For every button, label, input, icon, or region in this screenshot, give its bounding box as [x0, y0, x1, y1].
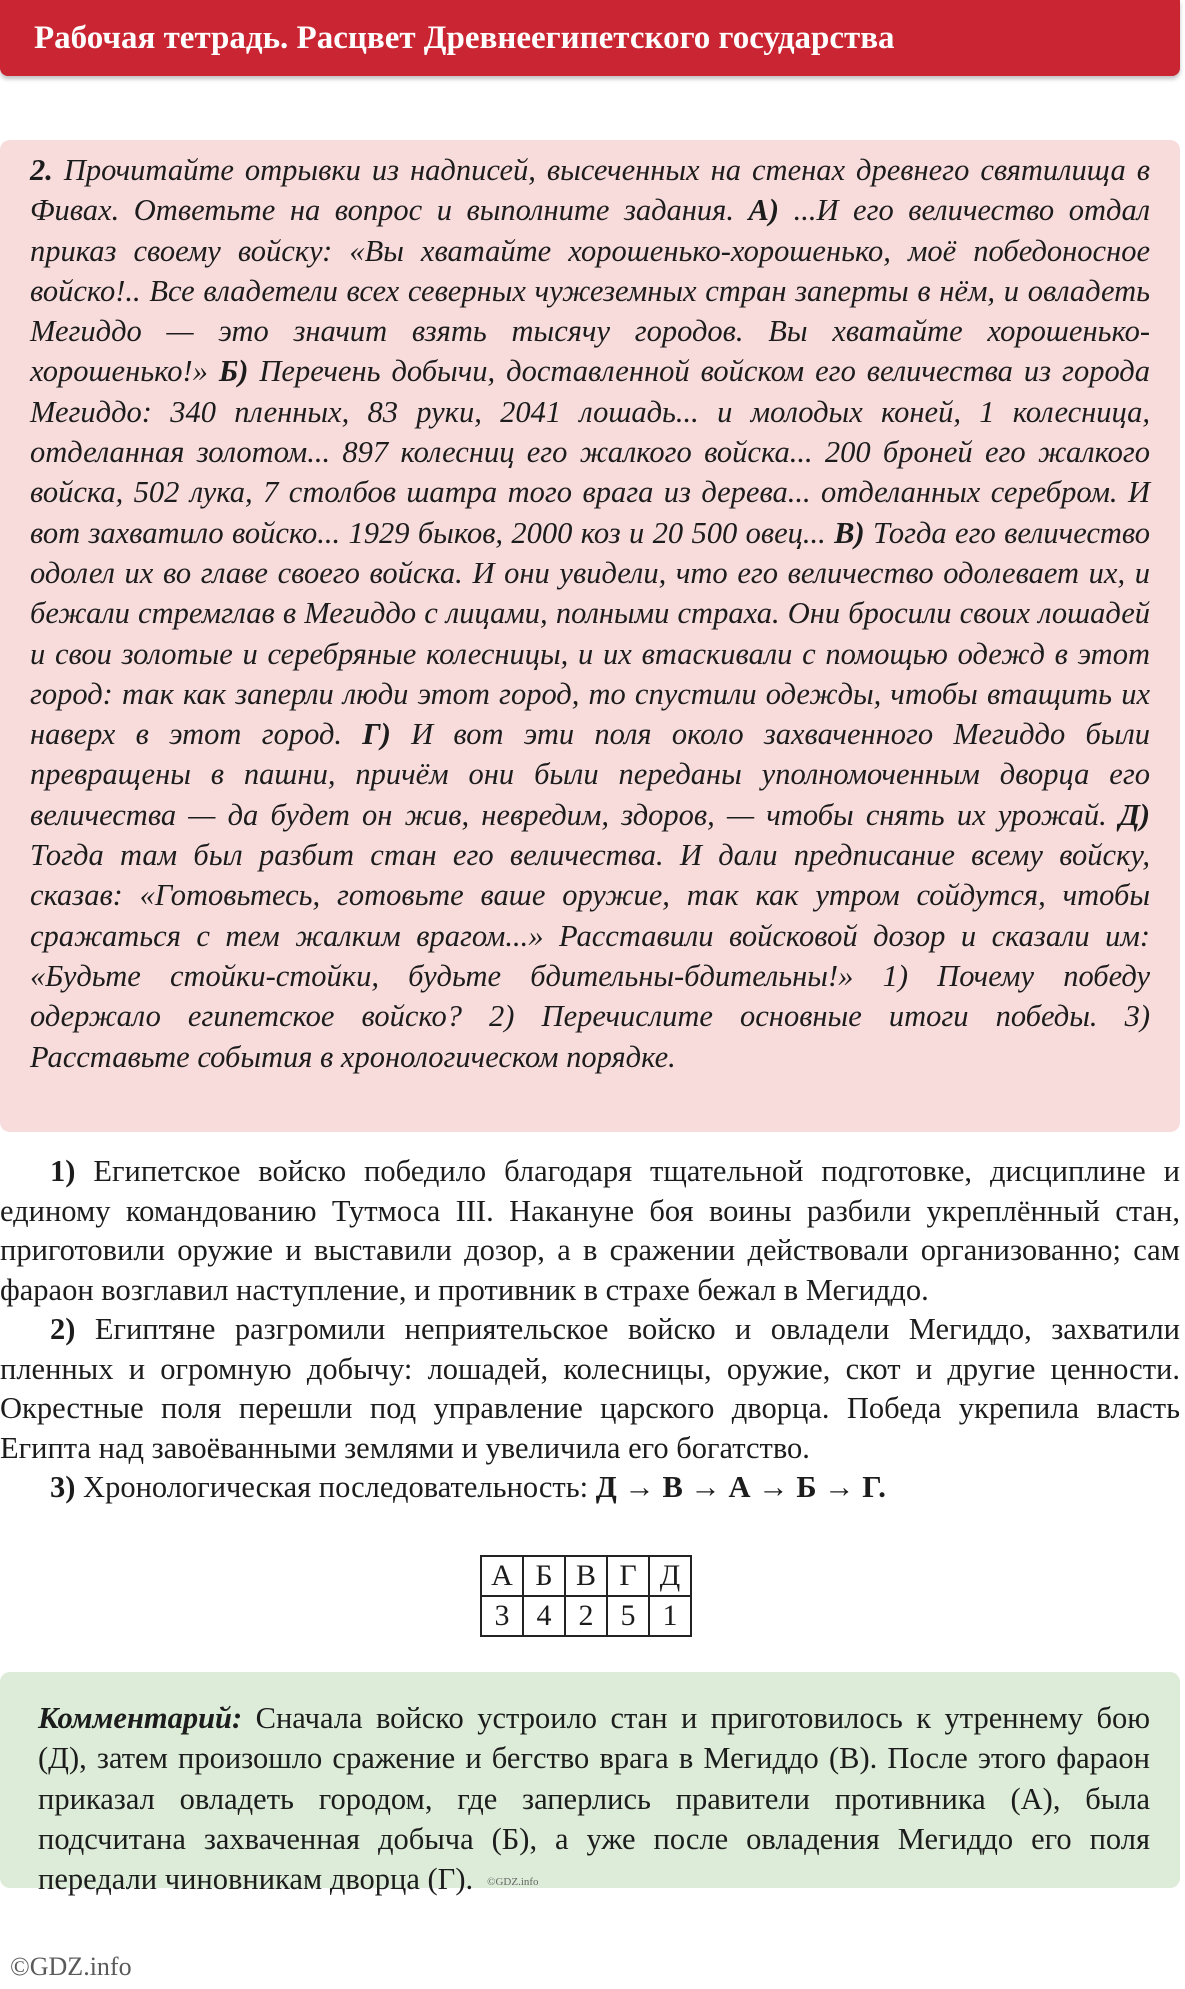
label-d: Д): [1119, 797, 1150, 832]
fragment-v: Тогда его величество одолел их во главе своего войска. И они увидели, что его величество одолевает их, и бежали стремглав в Мегиддо с лицами, полными страха. Они бросили своих лошадей и свои золотые и серебряные колесницы, и их втаскивали с помощью одежд в этот город: так как заперли люди этот город, то спустили одежды, чтобы втащить их наверх в этот город.: [30, 515, 1150, 752]
sequence-item: В: [662, 1470, 683, 1504]
arrow-icon: →: [690, 1470, 721, 1504]
answer-2: [0, 1310, 1180, 1468]
fragment-g: И вот эти поля около захваченного Мегиддо были превращены в пашни, причём они были переданы уполномоченным дворца его величества — да будет он жив, невредим, здоров, — чтобы снять их урожай.: [30, 717, 1150, 832]
table-cell: 5: [607, 1596, 649, 1636]
comment-text: [38, 1698, 1150, 1902]
task-intro: Прочитайте отрывки из надписей, высеченных на стенах древнего святилища в Фивах. Ответьте на вопрос и выполните задания.: [30, 153, 1150, 228]
sequence-item: Б: [796, 1470, 817, 1504]
answer-1-number: 1): [50, 1154, 76, 1188]
answer-1-text: Египетское войско победило благодаря тщательной подготовке, дисциплине и единому командованию Тутмоса III. Накануне боя воины разбили укреплённый стан, приготовили оружие и выставили дозор, а в сражении действовали организованно; сам фараон возглавил наступление, и противник в страхе бежал в Мегиддо.: [0, 1154, 1180, 1307]
task-box: [0, 140, 1180, 1132]
comment-box: [0, 1672, 1180, 1897]
table-cell: 1: [649, 1596, 691, 1636]
table-row-letters: [481, 1556, 691, 1596]
answer-3-text: Хронологическая последовательность:: [75, 1470, 596, 1504]
sequence-item: А: [728, 1470, 751, 1504]
label-g: Г): [362, 717, 391, 752]
table-cell: Г: [607, 1556, 649, 1596]
order-table-wrap: [480, 1555, 692, 1637]
answer-3: [0, 1468, 1180, 1508]
sequence-end: .: [878, 1470, 886, 1504]
order-table: [480, 1555, 692, 1637]
label-v: В): [834, 515, 865, 550]
table-cell: А: [481, 1556, 523, 1596]
answer-3-number: 3): [50, 1470, 76, 1504]
comment-watermark: ©GDZ.info: [487, 1876, 539, 1889]
arrow-icon: →: [824, 1470, 855, 1504]
page-header: [0, 0, 1180, 76]
page-title: Рабочая тетрадь. Расцвет Древнеегипетского государства: [34, 19, 895, 56]
task-number: 2.: [30, 153, 53, 187]
table-cell: 3: [481, 1596, 523, 1636]
answer-2-text: Египтяне разгромили неприятельское войско и овладели Мегиддо, захватили пленных и огромную добычу: лошадей, колесницы, оружие, скот и другие ценности. Окрестные поля перешли под управление царского дворца. Победа укрепила власть Египта над завоёванными землями и увеличила его богатство.: [0, 1312, 1180, 1465]
table-cell: 4: [523, 1596, 565, 1636]
sequence-item: Г: [862, 1470, 879, 1504]
table-cell: В: [565, 1556, 607, 1596]
table-cell: Б: [523, 1556, 565, 1596]
arrow-icon: →: [624, 1470, 655, 1504]
comment-label: Комментарий:: [38, 1701, 243, 1735]
answers-section: [0, 1152, 1180, 1508]
answer-2-number: 2): [50, 1312, 76, 1346]
answer-1: [0, 1152, 1180, 1310]
task-text: [30, 150, 1150, 1077]
sequence-item: Д: [595, 1470, 617, 1504]
comment-body: Сначала войско устроило стан и приготовилось к утреннему бою (Д), затем произошло сражение и бегство врага в Мегиддо (В). После этого фараон приказал овладеть городом, где заперлись правители противника (А), была подсчитана захваченная добыча (Б), а уже после овладения Мегиддо его поля передали чиновникам дворца (Г).: [38, 1701, 1150, 1897]
fragment-a: ...И его величество отдал приказ своему войску: «Вы хватайте хорошенько-хорошенько, моё победоносное войско!.. Все владетели всех северных чужеземных стран заперты в нём, и овладеть Мегиддо — это значит взять тысячу городов. Вы хватайте хорошенько-хорошенько!»: [30, 193, 1150, 389]
footer-watermark: ©GDZ.info: [10, 1952, 132, 1981]
table-cell: 2: [565, 1596, 607, 1636]
table-row-numbers: [481, 1596, 691, 1636]
fragment-d: Тогда там был разбит стан его величества. И дали предписание всему войску, сказав: «Готовьтесь, готовьте ваше оружие, так как утром сойдутся, чтобы сражаться с тем жалким врагом...» Расставили войсковой дозор и сказали им: «Будьте стойки-стойки, будьте бдительны-бдительны!» 1) Почему победу одержало египетское войско? 2) Перечислите основные итоги победы. 3) Расставьте события в хронологическом порядке.: [30, 838, 1150, 1074]
label-a: А): [748, 193, 780, 228]
fragment-b: Перечень добычи, доставленной войском его величества из города Мегиддо: 340 пленных, 83 руки, 2041 лошадь... и молодых коней, 1 колесница, отделанная золотом... 897 колесниц его жалкого войска... 200 броней его жалкого войска, 502 лука, 7 столбов шатра того врага из дерева... отделанных серебром. И вот захватило войско... 1929 быков, 2000 коз и 20 500 овец...: [30, 354, 1150, 550]
table-cell: Д: [649, 1556, 691, 1596]
arrow-icon: →: [758, 1470, 789, 1504]
label-b: Б): [218, 354, 249, 389]
